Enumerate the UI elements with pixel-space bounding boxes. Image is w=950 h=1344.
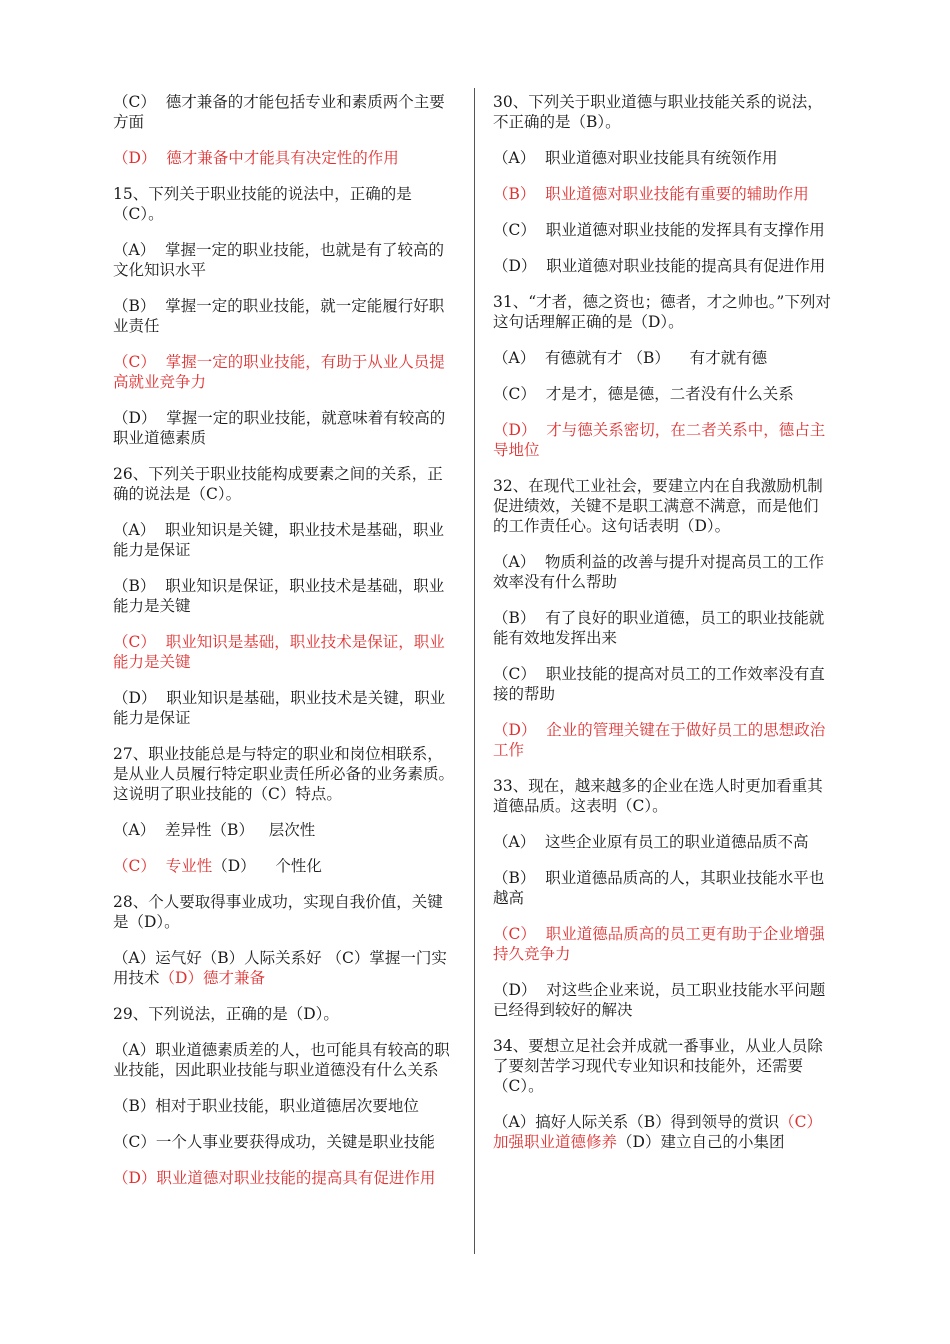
option-text: （D） 对这些企业来说，员工职业技能水平问题已经得到较好的解决	[493, 981, 826, 1019]
answer-option-text: （D） 企业的管理关键在于做好员工的思想政治工作	[493, 721, 826, 759]
question-29: 29、下列说法，正确的是（D）。	[113, 1005, 339, 1023]
option-text: （D）建立自己的小集团	[617, 1133, 785, 1151]
option-text: （C） 职业道德对职业技能的发挥具有支撑作用	[493, 221, 825, 239]
option-text: （A） 有德就有才 （B） 有才就有德	[493, 349, 768, 367]
left-column	[113, 92, 455, 1204]
option-line	[113, 948, 455, 988]
option-text: （A）运气好（B）人际关系好 （C）掌握一门实用技术	[113, 949, 447, 987]
column-divider	[474, 88, 475, 1254]
question-28: 28、个人要取得事业成功，实现自我价值，关键是（D）。	[113, 893, 443, 931]
answer-option-text: （C）加强职业道德修养	[493, 1113, 822, 1151]
option-text: （A）职业道德素质差的人，也可能具有较高的职业技能，因此职业技能与职业道德没有什么关系	[113, 1041, 450, 1079]
option-text: （D） 职业知识是基础，职业技术是关键，职业能力是保证	[113, 689, 446, 727]
option-line	[493, 1112, 833, 1152]
question-32: 32、在现代工业社会，要建立内在自我激励机制促进绩效，关键不是职工满意不满意，而是他们的工作责任心。这句话表明（D）。	[493, 477, 823, 535]
option-text: （C） 才是才，德是德，二者没有什么关系	[493, 385, 794, 403]
answer-option-text: （D）职业道德对职业技能的提高具有促进作用	[113, 1169, 436, 1187]
question-30: 30、下列关于职业道德与职业技能关系的说法，不正确的是（B）。	[493, 93, 823, 131]
option-text: （D） 个性化	[212, 857, 322, 875]
answer-option-text: （D） 才与德关系密切，在二者关系中，德占主导地位	[493, 421, 826, 459]
option-text: （C） 德才兼备的才能包括专业和素质两个主要方面	[113, 93, 445, 131]
answer-option-text: （B） 职业道德对职业技能有重要的辅助作用	[493, 185, 809, 203]
option-text: （D） 职业道德对职业技能的提高具有促进作用	[493, 257, 826, 275]
option-text: （B） 有了良好的职业道德，员工的职业技能就能有效地发挥出来	[493, 609, 825, 647]
option-text: （D） 掌握一定的职业技能，就意味着有较高的职业道德素质	[113, 409, 446, 447]
question-27: 27、职业技能总是与特定的职业和岗位相联系，是从业人员履行特定职业责任所必备的业务素质。这说明了职业技能的（C）特点。	[113, 745, 455, 803]
option-text: （A） 职业知识是关键，职业技术是基础，职业能力是保证	[113, 521, 445, 559]
option-text: （C）一个人事业要获得成功，关键是职业技能	[113, 1133, 435, 1151]
option-text: （A） 物质利益的改善与提升对提高员工的工作效率没有什么帮助	[493, 553, 825, 591]
answer-option-text: （C） 掌握一定的职业技能，有助于从业人员提高就业竞争力	[113, 353, 445, 391]
option-text: （A） 这些企业原有员工的职业道德品质不高	[493, 833, 809, 851]
question-15: 15、下列关于职业技能的说法中，正确的是（C）。	[113, 185, 412, 223]
answer-option-text: （D） 德才兼备中才能具有决定性的作用	[113, 149, 399, 167]
option-text: （B）相对于职业技能，职业道德居次要地位	[113, 1097, 419, 1115]
answer-option-text: （C） 职业知识是基础，职业技术是保证，职业能力是关键	[113, 633, 445, 671]
option-text: （B） 职业知识是保证，职业技术是基础，职业能力是关键	[113, 577, 445, 615]
option-text: （A） 掌握一定的职业技能，也就是有了较高的文化知识水平	[113, 241, 445, 279]
question-26: 26、下列关于职业技能构成要素之间的关系，正确的说法是（C）。	[113, 465, 443, 503]
question-33: 33、现在，越来越多的企业在选人时更加看重其道德品质。这表明（C）。	[493, 777, 823, 815]
option-text: （A） 职业道德对职业技能具有统领作用	[493, 149, 778, 167]
option-text: （C） 职业技能的提高对员工的工作效率没有直接的帮助	[493, 665, 825, 703]
option-text: （A） 差异性（B） 层次性	[113, 821, 316, 839]
option-text: （A）搞好人际关系（B）得到领导的赏识	[493, 1113, 780, 1131]
right-column	[493, 92, 833, 1168]
answer-option-text: （C） 职业道德品质高的员工更有助于企业增强持久竞争力	[493, 925, 825, 963]
answer-option-text: （C） 专业性	[113, 857, 213, 875]
option-text: （B） 掌握一定的职业技能，就一定能履行好职业责任	[113, 297, 445, 335]
question-34: 34、要想立足社会并成就一番事业，从业人员除了要刻苦学习现代专业知识和技能外，还需要（C）。	[493, 1037, 823, 1095]
option-text: （B） 职业道德品质高的人，其职业技能水平也越高	[493, 869, 825, 907]
question-31: 31、“才者，德之资也；德者，才之帅也。”下列对这句话理解正确的是（D）。	[493, 293, 831, 331]
answer-option-text: （D）德才兼备	[159, 969, 265, 987]
option-line	[113, 856, 455, 876]
